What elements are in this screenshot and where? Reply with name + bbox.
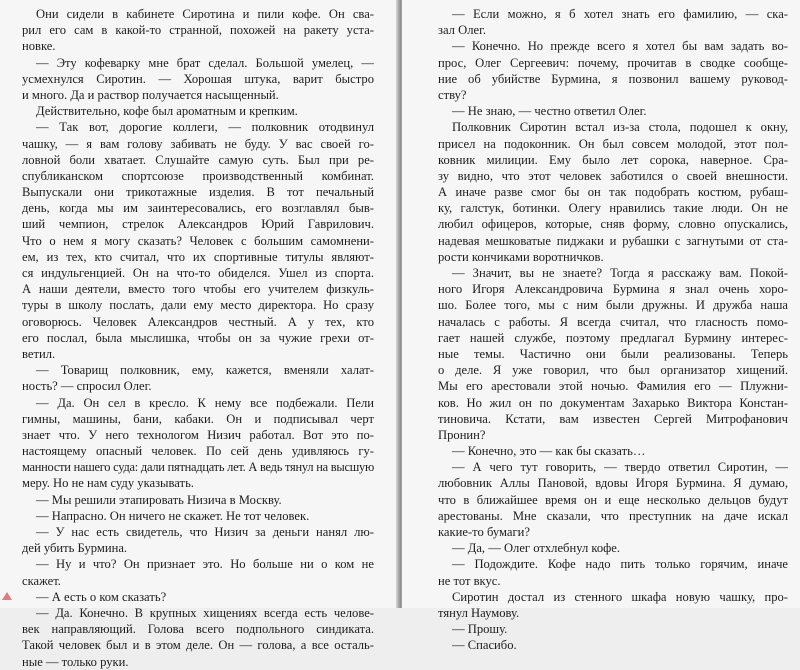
text-line: — А чего тут говорить, — твердо ответил Сиротин, — xyxy=(452,460,788,475)
text-line: ем, из тех, кто считал, что их спортивные титулы являют- xyxy=(22,249,374,264)
text-line: рости кончиками воротничков. xyxy=(438,249,604,264)
text-line: ший чемпион, стрелок Александров Юрий Гаврилович. xyxy=(22,217,374,232)
text-line: — А есть о ком сказать? xyxy=(36,589,167,604)
text-line: о деле. Я уже говорил, что был организатор хищений. xyxy=(438,363,788,378)
text-line: — Значит, вы не знаете? Тогда я расскажу вам. Покой- xyxy=(452,266,788,280)
text-line: ные темы. Частично они были реализованы. Теперь xyxy=(438,346,788,361)
text-line: тянул Наумову. xyxy=(438,605,520,620)
text-line: век направляющий. Голова всего подпольного синдиката. xyxy=(22,622,374,637)
text-line: тиновича. Кстати, вам известен Сергей Митрофанович xyxy=(438,411,788,426)
text-line: ков. Но жил он по документам Захарько Виктора Констан- xyxy=(438,395,788,410)
text-line: Действительно, кофе был ароматным и крепким. xyxy=(36,104,298,119)
text-line: день, когда мы им заинтересовались, его возглавлял быв- xyxy=(22,201,374,216)
text-line: ковник милиции. Ему было лет сорока, наверное. Сра- xyxy=(438,152,788,167)
text-line: — Мы решили этапировать Низича в Москву. xyxy=(36,492,282,507)
text-line: — Напрасно. Он ничего не скажет. Не тот человек. xyxy=(36,508,310,523)
text-line: Такой человек был и в этом деле. Он — голова, а все осталь- xyxy=(22,638,374,653)
text-line: Пронин? xyxy=(438,427,486,442)
text-line: — Да. Он сел в кресло. К нему все подбежали. Пели xyxy=(36,395,374,410)
text-line: арестованы. Мне сказали, что преступник на даче искал xyxy=(438,508,788,523)
right-page xyxy=(402,0,800,653)
text-line: оговорюсь. Человек Александров честный. А у тех, кто xyxy=(22,314,374,329)
text-line: шо. Более того, мы с ним были дружны. И дружба наша xyxy=(438,298,788,313)
text-line: — Ну и что? Он признает это. Но больше ни о ком не xyxy=(36,557,374,572)
text-line: присел на подоконник. Он был совсем молодой, этот пол- xyxy=(438,136,788,151)
text-line: зу видно, что этот человек заботился о своей внешности. xyxy=(438,168,788,183)
text-line: — Конечно. Но прежде всего я хотел бы вам задать во- xyxy=(452,39,788,54)
text-line: началась с работы. Я всегда считал, что гласность помо- xyxy=(438,314,788,329)
text-line: Они сидели в кабинете Сиротина и пили кофе. Он сва- xyxy=(36,7,374,21)
text-line: гает нашей службе, поэтому предлагал Бурмину интерес- xyxy=(438,330,788,345)
left-page-text xyxy=(22,6,374,670)
text-line: — Эту кофеварку мне брат сделал. Большой умелец, — xyxy=(36,55,374,70)
text-line: туры в школу послать, дали ему место директора. Но сразу xyxy=(22,298,374,313)
text-line: Полковник Сиротин встал из-за стола, подошел к окну, xyxy=(452,120,788,135)
text-line: усмехнулся Сиротин. — Хорошая штука, варит быстро xyxy=(22,71,374,86)
text-line: новке. xyxy=(22,39,56,54)
text-line: — Так вот, дорогие коллеги, — полковник отодвинул xyxy=(36,120,374,135)
text-line: прос, Олег Сергеевич: почему, прочитав в сводке сообще- xyxy=(438,55,788,70)
text-line: — Конечно, это — как бы сказать… xyxy=(452,444,646,459)
text-line: спубликанском спортсоюзе производственный комбинат. xyxy=(22,168,374,183)
text-line: знает что. У него технологом Низич работал. Вот это по- xyxy=(22,427,374,442)
text-line: ные — только руки. xyxy=(22,654,129,669)
text-line: скажет. xyxy=(22,573,61,588)
text-line: Выпускали они трикотажные изделия. В тот печальный xyxy=(22,185,374,200)
text-line: и много. Да и раствор получается насыщенный. xyxy=(22,87,279,102)
text-line: ние об убийстве Бурмина, я позвонил вашему руковод- xyxy=(438,71,788,86)
text-line: его послал, была мыслишка, чтобы он за чужие грехи от- xyxy=(22,330,374,345)
text-line: зал Олег. xyxy=(438,23,486,38)
text-line: А наши деятели, вместо того чтобы его учителем физкуль- xyxy=(22,282,374,297)
text-line: Что о нем я могу сказать? Человек с большим самомнени- xyxy=(22,233,374,248)
text-line: — Подождите. Кофе надо пить только горячим, иначе xyxy=(452,557,788,572)
text-line: меру. Но не нам суду указывать. xyxy=(22,476,194,491)
text-line: — Да. Конечно. В крупных хищениях всегда есть челове- xyxy=(36,605,374,620)
text-line: рил его сам в какой-то странной, похожей на ракету уста- xyxy=(22,23,374,38)
text-line: ного Игоря Александровича Бурмина я знал очень хоро- xyxy=(438,282,788,297)
page-corner-mark xyxy=(2,592,12,600)
left-page xyxy=(0,0,398,669)
text-line: Мы его арестовали этой ночью. Фамилия его — Плужни- xyxy=(438,379,788,394)
text-line: любил офицеров, которые, сняв форму, словно опускались, xyxy=(438,217,788,232)
text-line: настоящему опасный человек. По сей день удивляюсь гу- xyxy=(22,444,374,459)
text-line: ку, галстук, ботинки. Олегу нравились такие люди. Он не xyxy=(438,201,788,216)
text-line: — Прошу. xyxy=(452,622,508,637)
text-line: дей убить Бурмина. xyxy=(22,541,128,556)
text-line: ность? — спросил Олег. xyxy=(22,379,152,394)
right-page-text xyxy=(438,6,788,654)
text-line: ся индульгенцией. Он на что-то обиделся. Ушел из спорта. xyxy=(22,266,374,280)
text-line: что в ближайшее время он и еще несколько дельцов будут xyxy=(438,492,788,507)
text-line: ству? xyxy=(438,87,467,102)
text-line: чашку, — я вам голову забивать не буду. У вас своей го- xyxy=(22,136,374,151)
text-line: — Да, — Олег отхлебнул кофе. xyxy=(452,541,621,556)
text-line: любовник Аллы Пановой, вдовы Игоря Бурмина. Я думаю, xyxy=(438,476,788,491)
text-line: — Если можно, я б хотел знать его фамилию, — ска- xyxy=(452,7,788,21)
text-line: — Спасибо. xyxy=(452,638,517,653)
text-line: гимны, машины, бани, кабаки. Он и подписывал черт xyxy=(22,411,374,426)
text-line: надевая мешковатые пиджаки и рубашки с загнутыми от ста- xyxy=(438,233,788,248)
text-line: какие-то бумаги? xyxy=(438,525,530,539)
text-line: — Товарищ полковник, ему, кажется, вменяли халат- xyxy=(36,363,374,378)
text-line: — Не знаю, — честно ответил Олег. xyxy=(452,104,647,119)
text-line: ветил. xyxy=(22,346,56,361)
text-line: манности нашего суда: дали пятнадцать лет. А ведь тянул на высшую xyxy=(22,460,374,475)
text-line: Сиротин достал из стенного шкафа новую чашку, про- xyxy=(452,589,788,604)
text-line: — У нас есть свидетель, что Низич за деньги нанял лю- xyxy=(36,525,374,539)
text-line: ловной боли хватает. Слушайте самую суть. Был при ре- xyxy=(22,152,374,167)
text-line: не тот вкус. xyxy=(438,573,501,588)
text-line: А иначе разве смог бы он так подобрать костюм, рубаш- xyxy=(438,185,788,200)
